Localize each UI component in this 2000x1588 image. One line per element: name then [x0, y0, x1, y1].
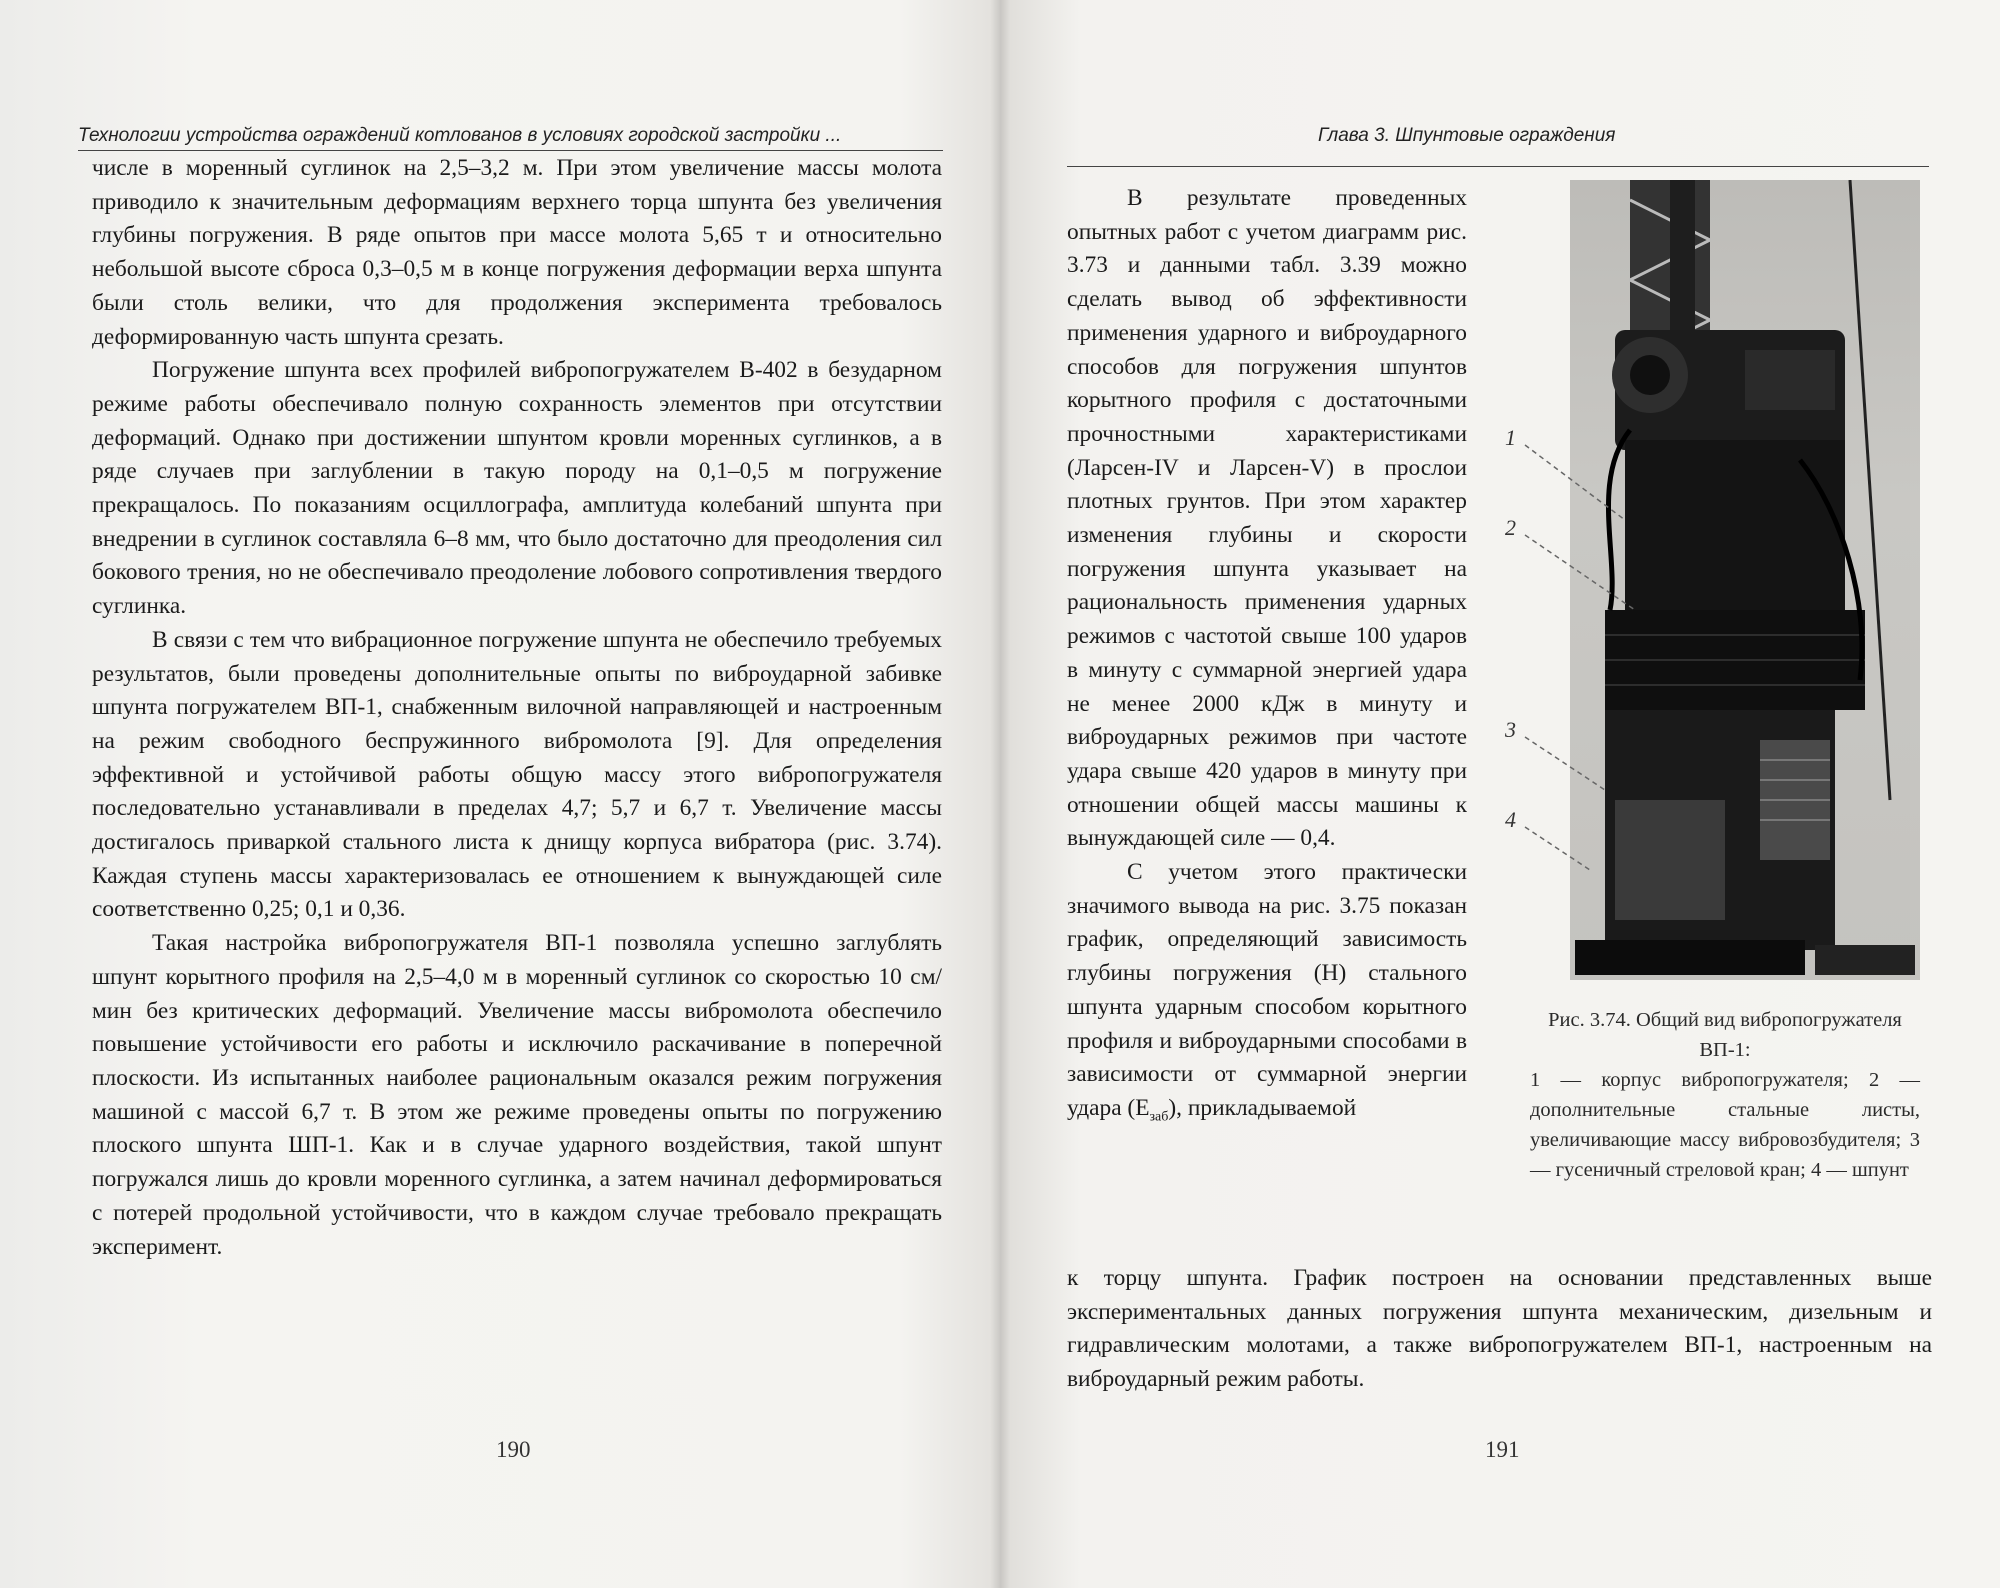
caption-title: Рис. 3.74. Общий вид вибропогружателя ВП-1:	[1548, 1009, 1902, 1061]
subscript: заб	[1149, 1109, 1169, 1125]
right-full-width-text	[1067, 1262, 1932, 1397]
caption-items: 1 — корпус вибропогружателя; 2 — дополнительные стальные листы, увеличивающие массу вибровозбудителя; 3 — гусеничный стреловой кран; 4 — шпунт	[1530, 1069, 1920, 1181]
paragraph-continuation-end: ), прикладываемой	[1168, 1094, 1357, 1121]
book-gutter	[990, 0, 1010, 1588]
right-column-text	[1067, 182, 1467, 1134]
figure-3-74	[1490, 180, 1940, 1190]
page-number-left: 190	[496, 1437, 531, 1462]
running-head-right: Глава 3. Шпунтовые ограждения	[1318, 125, 1616, 146]
paragraph: В результате проведенных опытных работ с учетом диаграмм рис. 3.73 и данными табл. 3.39 можно сделать вывод об эффективности применения ударного и виброударного способов для погружения шпунтов корытного профиля с достаточными прочностными характеристиками (Ларсен-IV и Ларсен-V) в прослои плотных грунтов. При этом характер изменения глубины и скорости погружения шпунта указывает на рациональность применения ударных режимов с частотой свыше 100 ударов в минуту с суммарной энергией удара не менее 2000 кДж в минуту и виброударных режимов при частоте удара свыше 420 ударов в минуту при отношении общей массы машины к вынуждающей силе — 0,4.	[1067, 185, 1467, 852]
paragraph	[1067, 856, 1467, 1134]
paragraph: к торцу шпунта. График построен на основании представленных выше экспериментальных данных погружения шпунта механическим, дизельным и гидравлическим молотами, а также вибропогружателем ВП-1, настроенным на виброударный режим работы.	[1067, 1265, 1932, 1393]
left-body-text	[92, 152, 942, 1264]
leader-lines	[1515, 180, 1645, 900]
paragraph: числе в моренный суглинок на 2,5–3,2 м. При этом увеличение массы молота приводило к значительным деформациям верхнего торца шпунта без увеличения глубины погружения. В ряде опытов при массе молота 5,65 т и относительно небольшой высоте сброса 0,3–0,5 м в конце погружения деформации верха шпунта были столь велики, что для продолжения эксперимента требовалось деформированную часть шпунта срезать.	[92, 155, 942, 350]
page-number-right: 191	[1485, 1437, 1520, 1462]
header-rule-right	[1067, 166, 1929, 167]
paragraph: Погружение шпунта всех профилей вибропогружателем В-402 в безударном режиме работы обеспечивало полную сохранность элементов при отсутствии деформаций. Однако при достижении шпунтом кровли моренных суглинков, а в ряде случаев при заглублении в такую породу на 0,1–0,5 м погружение прекращалось. По показаниям осциллографа, амплитуда колебаний шпунта при внедрении в суглинок составляла 6–8 мм, что было достаточно для преодоления сил бокового трения, но не обеспечивало преодоление лобового сопротивления твердого суглинка.	[92, 357, 942, 620]
paragraph: В связи с тем что вибрационное погружение шпунта не обеспечило требуемых результатов, были проведены дополнительные опыты по виброударной забивке шпунта погружателем ВП-1, снабженным вилочной направляющей и настроенным на режим свободного беспружинного вибромолота [9]. Для определения эффективной и устойчивой работы общую массу этого вибропогружателя последовательно устанавливали в пределах 4,7; 5,7 и 6,7 т. Увеличение массы достигалось приваркой стального листа к днищу корпуса вибратора (рис. 3.74). Каждая ступень массы характеризовалась ее отношением к вынуждающей силе соответственно 0,25; 0,1 и 0,36.	[92, 626, 942, 923]
figure-caption	[1530, 1005, 1920, 1185]
figure-label-4: 4	[1505, 807, 1516, 832]
paragraph-continuation: (H) стального шпунта ударным способом корытного профиля и виброударными способами в зависимости от суммарной энергии удара (E	[1067, 960, 1467, 1121]
paragraph: Такая настройка вибропогружателя ВП-1 позволяла успешно заглублять шпунт корытного профиля на 2,5–4,0 м в моренный суглинок со скоростью 10 см/мин без критических деформаций. Увеличение массы вибромолота обеспечило повышение устойчивости его работы и исключило раскачивание в поперечной плоскости. Из испытанных наиболее рациональным оказался режим погружения машиной с массой 6,7 т. В этом же режиме проведены опыты по погружению плоского шпунта ШП-1. Как и в случае ударного воздействия, такой шпунт погружался лишь до кровли моренного суглинка, а затем начинал деформироваться с потерей продольной устойчивости, что в каждом случае требовало прекращать эксперимент.	[92, 930, 942, 1260]
figure-label-2: 2	[1505, 515, 1516, 540]
running-head-left: Технологии устройства ограждений котлованов в условиях городской застройки ...	[78, 125, 842, 146]
paragraph-start: С учетом этого практически значимого вывода на рис. 3.75 показан график, определяющий зависимость глубины погружения	[1067, 859, 1467, 987]
header-rule-left	[78, 150, 943, 151]
figure-label-1: 1	[1505, 425, 1516, 450]
figure-label-3: 3	[1505, 717, 1516, 742]
